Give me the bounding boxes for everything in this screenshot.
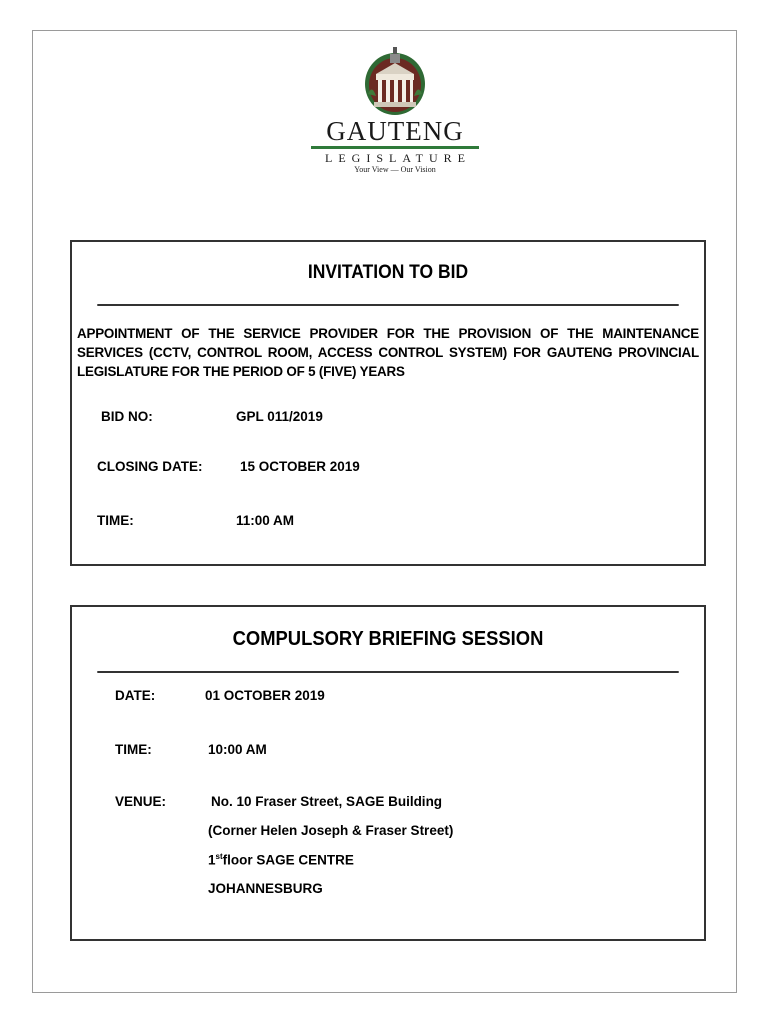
bid-no-label: BID NO: — [101, 409, 153, 424]
gauteng-legislature-logo — [300, 44, 490, 179]
closing-date-value: 15 OCTOBER 2019 — [240, 459, 360, 474]
venue-line-2: (Corner Helen Joseph & Fraser Street) — [208, 823, 454, 838]
logo-tagline: Your View — Our Vision — [354, 165, 436, 174]
briefing-date-value: 01 OCTOBER 2019 — [205, 688, 325, 703]
venue-line-3 — [208, 852, 354, 868]
invitation-title: INVITATION TO BID — [97, 242, 678, 306]
venue-line-1: No. 10 Fraser Street, SAGE Building — [211, 794, 443, 809]
bid-no-value: GPL 011/2019 — [236, 409, 323, 424]
briefing-time-label: TIME: — [115, 742, 152, 757]
venue-floor-number: 1 — [208, 852, 216, 868]
logo-rule — [311, 146, 479, 149]
logo-name: GAUTENG — [326, 116, 464, 146]
closing-time-value: 11:00 AM — [236, 513, 295, 528]
briefing-title: COMPULSORY BRIEFING SESSION — [97, 607, 678, 673]
invitation-to-bid-box — [70, 240, 706, 566]
bid-description: APPOINTMENT OF THE SERVICE PROVIDER FOR THE PROVISION OF THE MAINTENANCE SERVICES (CCTV, CONTROL ROOM, ACCESS CONTROL SYSTEM) FOR GAUTENG PROVINCIAL LEGISLATURE FOR THE PERIOD OF 5 (FIVE) YEARS — [77, 326, 699, 379]
closing-date-label: CLOSING DATE: — [97, 459, 203, 474]
venue-label: VENUE: — [115, 794, 167, 809]
venue-floor-text: floor SAGE CENTRE — [222, 852, 354, 868]
venue-line-4: JOHANNESBURG — [208, 881, 323, 896]
logo-subtitle: LEGISLATURE — [325, 151, 471, 165]
briefing-time-value: 10:00 AM — [208, 742, 267, 757]
legislature-building-emblem-icon — [364, 44, 426, 116]
briefing-date-label: DATE: — [115, 688, 156, 703]
closing-time-label: TIME: — [97, 513, 134, 528]
venue-floor-suffix: st — [215, 852, 223, 861]
briefing-session-box — [70, 605, 706, 941]
